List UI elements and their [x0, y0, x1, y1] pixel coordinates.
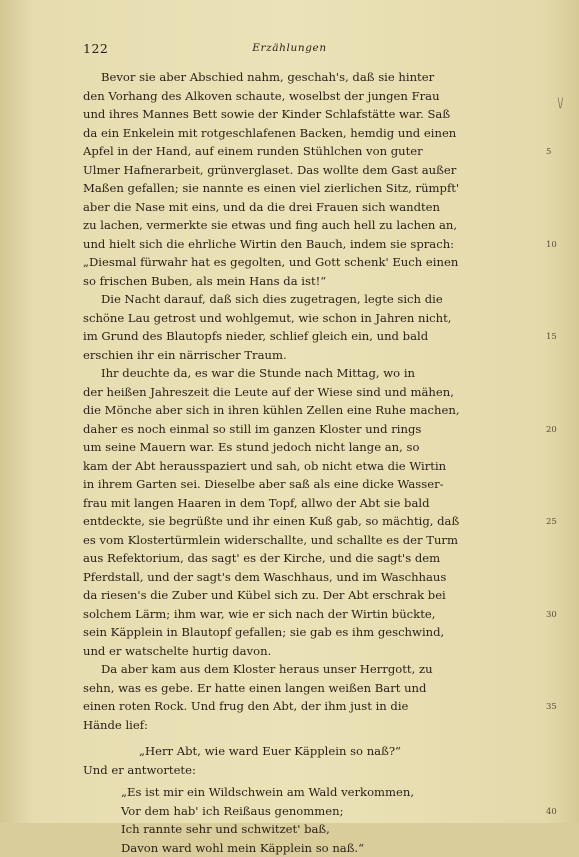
text-line: Da aber kam aus dem Kloster heraus unser Herrgott, zu	[83, 660, 543, 679]
text-line: Apfel in der Hand, auf einem runden Stühlchen von guter	[83, 142, 543, 161]
text-line: sehn, was es gebe. Er hatte einen langen weißen Bart und	[83, 679, 543, 698]
text-line: der heißen Jahreszeit die Leute auf der Wiese sind und mähen,	[83, 383, 543, 402]
line-number: 25	[546, 517, 557, 527]
body-text	[83, 68, 543, 857]
verse-line: „Es ist mir ein Wildschwein am Wald verkommen,	[83, 783, 543, 802]
verse-line: Vor dem hab' ich Reißaus genommen;	[83, 802, 543, 821]
text-line: aber die Nase mit eins, und da die drei Frauen sich wandten	[83, 198, 543, 217]
text-line: die Mönche aber sich in ihren kühlen Zellen eine Ruhe machen,	[83, 401, 543, 420]
text-line: erschien ihr ein närrischer Traum.	[83, 346, 543, 365]
page-number: 122	[83, 41, 108, 56]
line-number: 20	[546, 425, 557, 435]
verse-line: Ich rannte sehr und schwitzet' baß,	[83, 820, 543, 839]
line-number: 35	[546, 702, 557, 712]
line-number: 30	[546, 610, 557, 620]
text-line: sein Käpplein in Blautopf gefallen; sie gab es ihm geschwind,	[83, 623, 543, 642]
text-line: und hielt sich die ehrliche Wirtin den Bauch, indem sie sprach:	[83, 235, 543, 254]
text-line: da riesen's die Zuber und Kübel sich zu. Der Abt erschrak bei	[83, 586, 543, 605]
text-line: entdeckte, sie begrüßte und ihr einen Kuß gab, so mächtig, daß	[83, 512, 543, 531]
text-line: und er watschelte hurtig davon.	[83, 642, 543, 661]
page-header	[0, 41, 579, 57]
text-line: es vom Klostertürmlein widerschallte, und schallte es der Turm	[83, 531, 543, 550]
text-line: schöne Lau getrost und wohlgemut, wie schon in Jahren nicht,	[83, 309, 543, 328]
line-number: 5	[546, 147, 551, 157]
text-line: kam der Abt herausspaziert und sah, ob nicht etwa die Wirtin	[83, 457, 543, 476]
text-line: Hände lief:	[83, 716, 543, 735]
line-number: 10	[546, 240, 557, 250]
text-line: frau mit langen Haaren in dem Topf, allwo der Abt sie bald	[83, 494, 543, 513]
text-line: um seine Mauern war. Es stund jedoch nicht lange an, so	[83, 438, 543, 457]
text-line: solchem Lärm; ihm war, wie er sich nach der Wirtin bückte,	[83, 605, 543, 624]
margin-mark: \/	[558, 96, 563, 111]
text-line: Bevor sie aber Abschied nahm, geschah's, daß sie hinter	[83, 68, 543, 87]
text-line: daher es noch einmal so still im ganzen Kloster und rings	[83, 420, 543, 439]
line-number: 40	[546, 807, 557, 817]
running-title: Erzählungen	[0, 42, 579, 54]
text-line: Die Nacht darauf, daß sich dies zugetragen, legte sich die	[83, 290, 543, 309]
text-line: aus Refektorium, das sagt' es der Kirche, und die sagt's dem	[83, 549, 543, 568]
text-line: Pferdstall, und der sagt's dem Waschhaus, und im Waschhaus	[83, 568, 543, 587]
text-line: „Diesmal fürwahr hat es gegolten, und Gott schenk' Euch einen	[83, 253, 543, 272]
narration-line: Und er antwortete:	[83, 761, 543, 780]
text-line: zu lachen, vermerkte sie etwas und fing auch hell zu lachen an,	[83, 216, 543, 235]
text-line: den Vorhang des Alkoven schaute, woselbst der jungen Frau	[83, 87, 543, 106]
text-line: einen roten Rock. Und frug den Abt, der ihm just in die	[83, 697, 543, 716]
line-number: 15	[546, 332, 557, 342]
verse-line: Davon ward wohl mein Käpplein so naß.“	[83, 839, 543, 857]
text-line: und ihres Mannes Bett sowie der Kinder Schlafstätte war. Saß	[83, 105, 543, 124]
quote-line: „Herr Abt, wie ward Euer Käpplein so naß?“	[83, 742, 543, 761]
text-line: Maßen gefallen; sie nannte es einen viel zierlichen Sitz, rümpft'	[83, 179, 543, 198]
text-line: so frischen Buben, als mein Hans da ist!“	[83, 272, 543, 291]
text-line: Ulmer Hafnerarbeit, grünverglaset. Das wollte dem Gast außer	[83, 161, 543, 180]
text-line: da ein Enkelein mit rotgeschlafenen Backen, hemdig und einen	[83, 124, 543, 143]
text-line: Ihr deuchte da, es war die Stunde nach Mittag, wo in	[83, 364, 543, 383]
text-line: in ihrem Garten sei. Dieselbe aber saß als eine dicke Wasser-	[83, 475, 543, 494]
text-line: im Grund des Blautopfs nieder, schlief gleich ein, und bald	[83, 327, 543, 346]
